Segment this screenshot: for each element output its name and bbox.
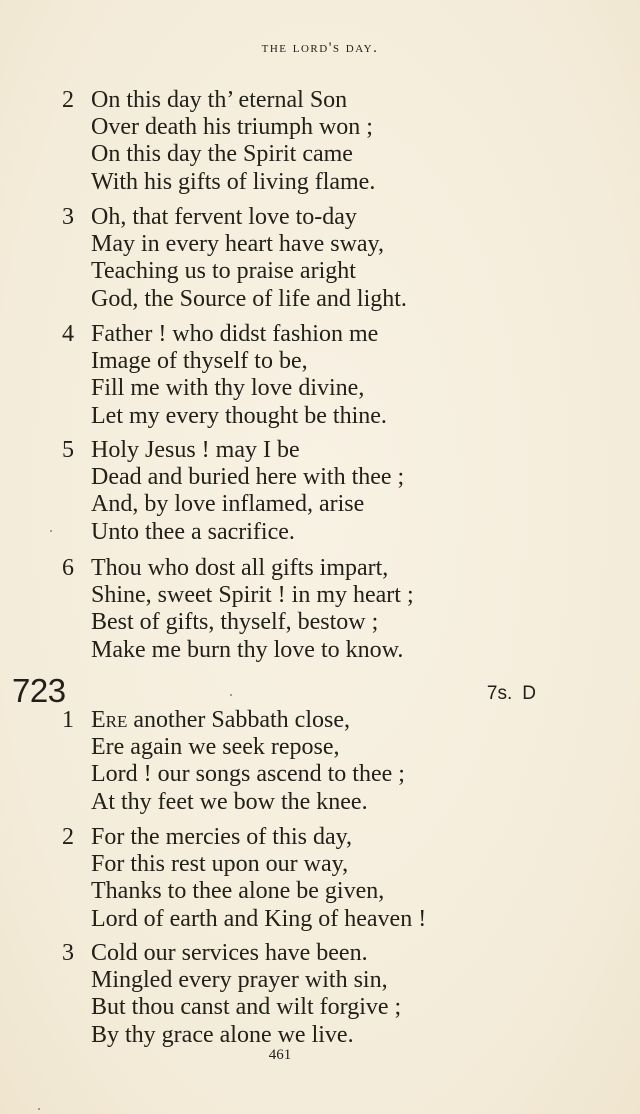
verse-line: With his gifts of living flame.	[91, 168, 376, 195]
hymn-meter	[487, 683, 536, 705]
meter-value: 7s.	[486, 683, 513, 704]
stanza-722-3	[62, 204, 407, 313]
verse-line: Over death his triumph won ;	[91, 114, 373, 141]
verse-line: By thy grace alone we live.	[91, 1021, 354, 1048]
verse-line: Shine, sweet Spirit ! in my heart ;	[91, 582, 414, 609]
stanza-722-4	[62, 321, 387, 430]
verse-line: Cold our services have been.	[91, 940, 368, 966]
stanza-number: 6	[62, 555, 74, 581]
verse-line: Ere again we seek repose,	[91, 734, 340, 761]
stanza-number: 1	[62, 707, 74, 733]
stanza-722-6	[62, 555, 414, 664]
verse-line: On this day th’ eternal Son	[91, 87, 348, 113]
verse-line: Mingled every prayer with sin,	[91, 967, 388, 994]
verse-line: Teaching us to praise aright	[91, 258, 356, 285]
first-line-rest: another Sabbath close,	[127, 707, 350, 733]
stanza-number: 2	[62, 824, 74, 850]
verse-line: Oh, that fervent love to-day	[91, 204, 357, 230]
hymn-number: 723	[12, 672, 66, 709]
scan-speck	[230, 694, 232, 696]
stanza-number: 3	[62, 204, 74, 230]
meter-suffix: D	[522, 683, 536, 704]
stanza-number: 3	[62, 940, 74, 966]
verse-line: Fill me with thy love divine,	[91, 375, 365, 402]
verse-line: Make me burn thy love to know.	[91, 636, 404, 663]
verse-line: Best of gifts, thyself, bestow ;	[91, 609, 379, 636]
first-word: Ere	[91, 707, 128, 733]
verse-line: Thanks to thee alone be given,	[91, 878, 385, 905]
stanza-722-2	[62, 87, 375, 196]
stanza-number: 4	[62, 321, 74, 347]
page-number: 461	[268, 1047, 292, 1063]
verse-line: Dead and buried here with thee ;	[91, 464, 405, 491]
stanza-722-5	[62, 437, 404, 546]
verse-line: Lord of earth and King of heaven !	[91, 905, 427, 932]
verse-line: Let my every thought be thine.	[91, 402, 387, 429]
verse-line: For this rest upon our way,	[91, 851, 349, 878]
verse-line: Image of thyself to be,	[91, 348, 308, 375]
verse-line: At thy feet we bow the knee.	[91, 788, 368, 815]
stanza-number: 5	[62, 437, 74, 463]
verse-line: Thou who dost all gifts impart,	[91, 555, 389, 581]
verse-line: But thou canst and wilt forgive ;	[91, 994, 402, 1021]
stanza-number: 2	[62, 87, 74, 113]
stanza-723-1	[62, 707, 405, 816]
stanza-723-3	[62, 940, 401, 1049]
scan-speck	[38, 1108, 40, 1110]
stanza-723-2	[62, 824, 426, 933]
scan-speck	[50, 530, 52, 532]
verse-line: Father ! who didst fashion me	[91, 321, 379, 347]
verse-line: May in every heart have sway,	[91, 231, 384, 258]
running-head: the lord's day.	[261, 40, 379, 56]
verse-line: God, the Source of life and light.	[91, 285, 407, 312]
verse-line: Lord ! our songs ascend to thee ;	[91, 761, 405, 788]
verse-line: Unto thee a sacrifice.	[91, 518, 295, 545]
verse-line: Holy Jesus ! may I be	[91, 437, 300, 463]
verse-line: For the mercies of this day,	[91, 824, 353, 850]
verse-line	[91, 707, 405, 734]
verse-line: On this day the Spirit came	[91, 141, 353, 168]
verse-line: And, by love inflamed, arise	[91, 491, 365, 518]
